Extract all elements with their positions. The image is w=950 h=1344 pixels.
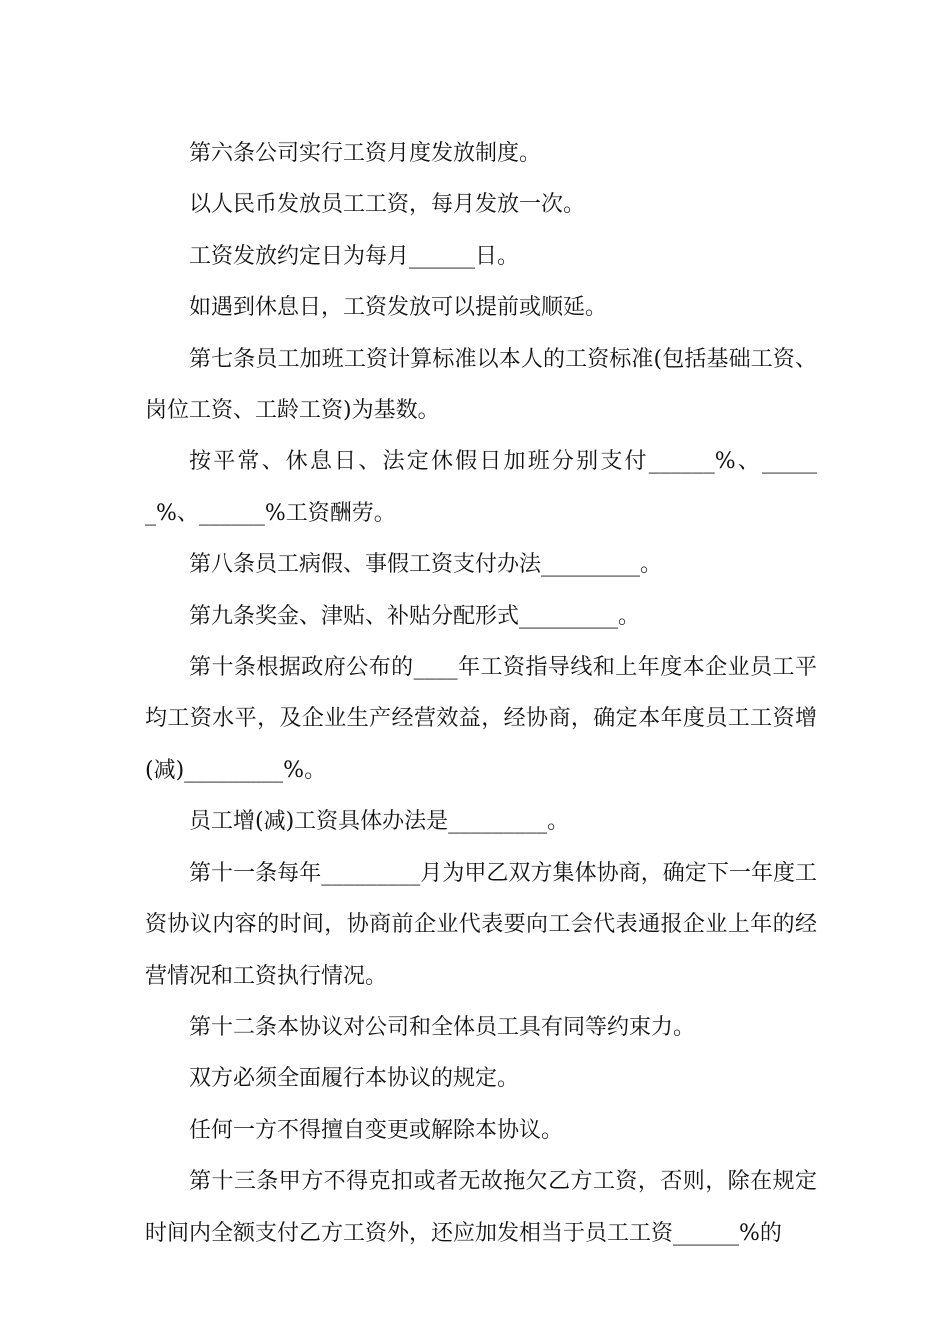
paragraph-article-11: 第十一条每年_________月为甲乙双方集体协商，确定下一年度工资协议内容的时间，协商前企业代表要向工会代表通报企业上年的经营情况和工资执行情况。: [145, 860, 817, 989]
paragraph-no-change: 任何一方不得擅自变更或解除本协议。: [189, 1117, 564, 1143]
paragraph-article-8: 第八条员工病假、事假工资支付办法_________。: [189, 552, 663, 578]
paragraph-article-9: 第九条奖金、津贴、补贴分配形式_________。: [189, 603, 641, 629]
paragraph-holiday: 如遇到休息日，工资发放可以提前或顺延。: [189, 295, 608, 321]
paragraph-obligation: 双方必须全面履行本协议的规定。: [189, 1066, 520, 1092]
paragraph-pay-day: 工资发放约定日为每月______日。: [189, 243, 520, 269]
document-body: [145, 128, 817, 1259]
paragraph-currency: 以人民币发放员工工资，每月发放一次。: [189, 192, 586, 218]
paragraph-adjustment-method: 员工增(减)工资具体办法是_________。: [189, 809, 570, 835]
paragraph-article-7: 第七条员工加班工资计算标准以本人的工资标准(包括基础工资、岗位工资、工龄工资)为基数。: [145, 346, 817, 424]
paragraph-article-6: 第六条公司实行工资月度发放制度。: [189, 141, 542, 166]
paragraph-overtime-rates: 按平常、休息日、法定休假日加班分别支付______%、______%、______%工资酬劳。: [145, 449, 817, 526]
paragraph-article-10: 第十条根据政府公布的____年工资指导线和上年度本企业员工平均工资水平，及企业生产经营效益，经协商，确定本年度员工工资增(减)_________%。: [145, 655, 817, 783]
paragraph-article-13: 第十三条甲方不得克扣或者无故拖欠乙方工资，否则，除在规定时间内全额支付乙方工资外，还应加发相当于员工工资______%的: [145, 1169, 817, 1246]
paragraph-article-12: 第十二条本协议对公司和全体员工具有同等约束力。: [189, 1014, 696, 1040]
